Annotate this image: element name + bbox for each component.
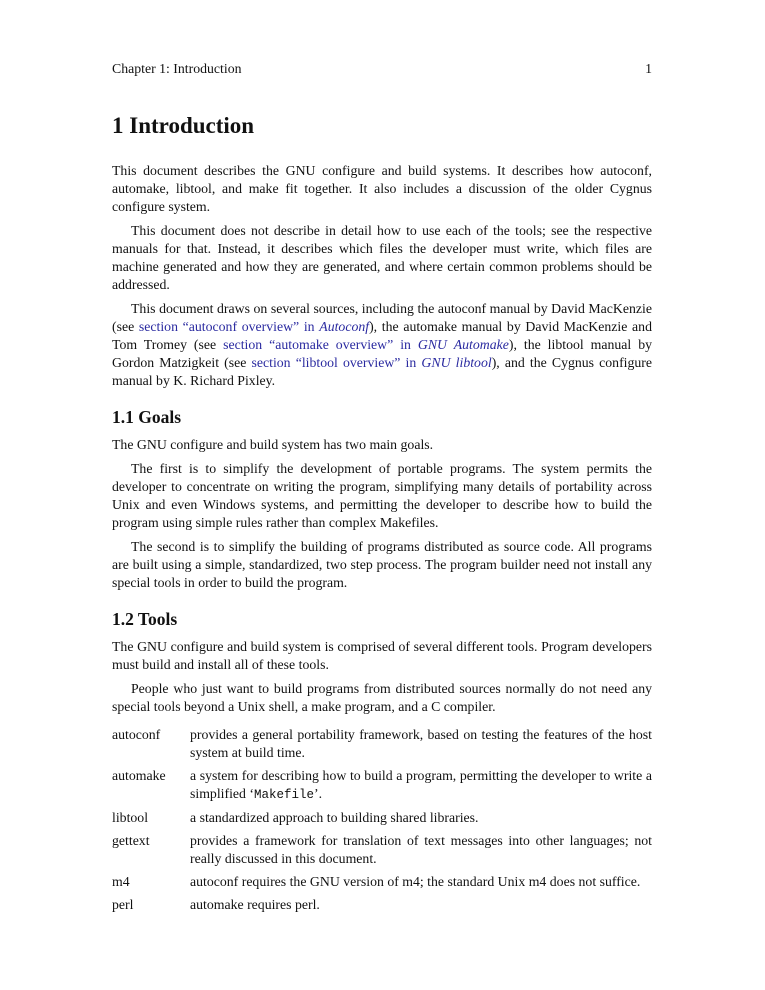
libtool-overview-link[interactable]: section “libtool overview” in GNU libtool — [251, 355, 492, 370]
tool-description: provides a general portability framework, based on testing the features of the host system at build time. — [190, 727, 652, 760]
intro-paragraph-1: This document describes the GNU configure and build systems. It describes how autoconf, automake, libtool, and make fit together. It also includes a discussion of the older Cygnus configure system. — [112, 163, 652, 214]
tool-description: a system for describing how to build a program, permitting the developer to write a simplified ‘Makefile’. — [190, 768, 652, 802]
text: ), the libtool manual by Gordon Matzigkeit (see — [112, 337, 653, 370]
autoconf-overview-link[interactable]: section “autoconf overview” in Autoconf — [138, 319, 370, 334]
intro-paragraph-3 — [112, 300, 652, 390]
page-number: 1 — [645, 61, 652, 76]
tool-term: libtool — [112, 810, 149, 825]
text: ), the automake manual by David MacKenzie and Tom Tromey (see — [112, 319, 652, 352]
tool-item — [112, 896, 652, 914]
tool-item — [112, 809, 652, 827]
chapter-title: 1 Introduction — [112, 113, 255, 138]
tool-item — [112, 726, 652, 762]
tool-term: autoconf — [112, 727, 161, 742]
tool-term: automake — [112, 768, 166, 783]
tool-description: automake requires perl. — [190, 897, 320, 912]
tool-description: autoconf requires the GNU version of m4; the standard Unix m4 does not suffice. — [190, 874, 641, 889]
tool-description: a standardized approach to building shared libraries. — [190, 810, 479, 825]
tool-item — [112, 767, 652, 804]
running-title: Chapter 1: Introduction — [112, 61, 242, 76]
text: This document draws on several sources, including the autoconf manual by David MacKenzie (see — [112, 301, 652, 334]
goals-paragraph-3: The second is to simplify the building of programs distributed as source code. All programs are built using a simple, standardized, two step process. The program builder need not install any special tools in order to build the program. — [112, 539, 652, 590]
goals-paragraph-1: The GNU configure and build system has two main goals. — [112, 437, 434, 452]
text: ), and the Cygnus configure manual by K. Richard Pixley. — [112, 355, 653, 388]
goals-paragraph-2: The first is to simplify the development of portable programs. The system permits the developer to concentrate on writing the program, simplifying many details of portability across Unix and even Windows systems, and permitting the developer to describe how to build the program using simple rules rather than complex Makefiles. — [112, 461, 652, 530]
makefile-code: Makefile — [254, 788, 315, 802]
tool-item — [112, 873, 652, 891]
tool-description: provides a framework for translation of text messages into other languages; not really discussed in this document. — [190, 833, 652, 866]
page-header — [112, 60, 652, 78]
tool-item — [112, 832, 652, 868]
intro-paragraph-2: This document does not describe in detail how to use each of the tools; see the respective manuals for that. Instead, it describes which files the developer must write, which files are machine generated and how they are generated, and where certain common problems should be addressed. — [112, 223, 652, 292]
tool-term: perl — [112, 897, 134, 912]
section-title-tools: 1.2 Tools — [112, 609, 178, 629]
section-title-goals: 1.1 Goals — [112, 407, 182, 427]
tools-paragraph-2: People who just want to build programs from distributed sources normally do not need any special tools beyond a Unix shell, a make program, and a C compiler. — [112, 681, 652, 714]
tools-paragraph-1: The GNU configure and build system is comprised of several different tools. Program developers must build and install all of these tools. — [112, 639, 652, 672]
automake-overview-link[interactable]: section “automake overview” in GNU Automake — [223, 337, 509, 352]
tools-list — [112, 726, 652, 914]
tool-term: m4 — [112, 874, 130, 889]
tool-term: gettext — [112, 833, 150, 848]
